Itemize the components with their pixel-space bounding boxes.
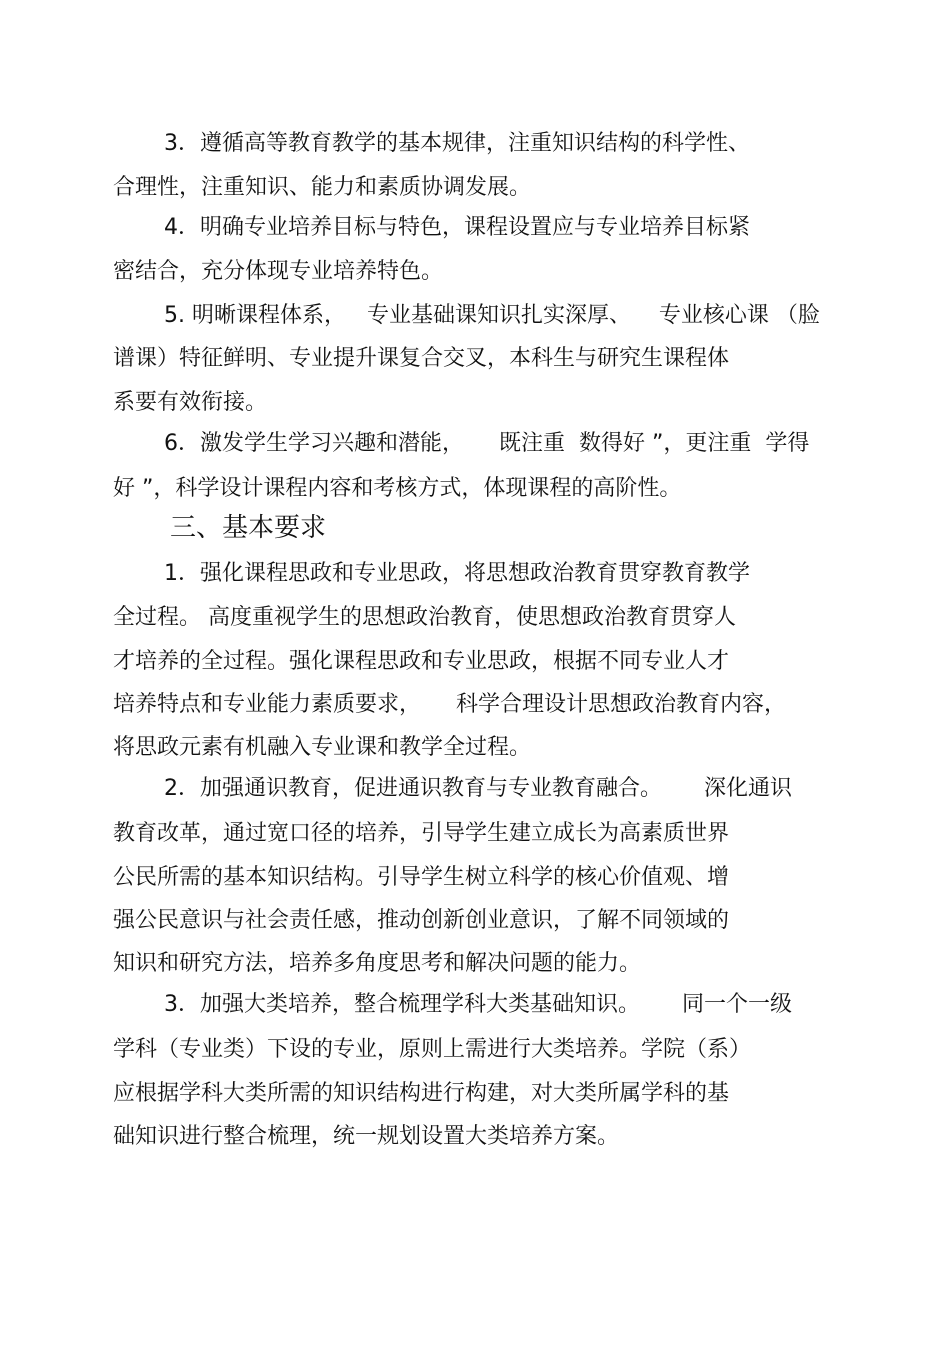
requirement-2-line-4: 强公民意识与社会责任感，推动创新创业意识，了解不同领域的 [113,908,730,933]
paragraph-3-line-1: 3．遵循高等教育教学的基本规律，注重知识结构的科学性、 [164,131,750,156]
requirement-2-line-1: 2．加强通识教育，促进通识教育与专业教育融合。 深化通识 [164,776,792,801]
requirement-3-line-2: 学科（专业类）下设的专业，原则上需进行大类培养。学院（系） [113,1037,752,1062]
requirement-3-line-3: 应根据学科大类所需的知识结构进行构建，对大类所属学科的基 [113,1081,730,1106]
requirement-2-line-5: 知识和研究方法，培养多角度思考和解决问题的能力。 [113,951,642,976]
paragraph-5-line-1: 5. 明晰课程体系， 专业基础课知识扎实深厚、 专业核心课 （脸 [164,303,820,328]
paragraph-6-line-2: 好 ”，科学设计课程内容和考核方式，体现课程的高阶性。 [113,476,682,501]
requirement-2-line-2: 教育改革，通过宽口径的培养，引导学生建立成长为高素质世界 [113,821,730,846]
requirement-3-line-4: 础知识进行整合梳理，统一规划设置大类培养方案。 [113,1124,620,1149]
requirement-1-line-5: 将思政元素有机融入专业课和教学全过程。 [113,735,532,760]
paragraph-5-line-2: 谱课）特征鲜明、专业提升课复合交叉，本科生与研究生课程体 [113,346,730,371]
requirement-1-line-2: 全过程。 高度重视学生的思想政治教育，使思想政治教育贯穿人 [113,605,736,630]
paragraph-6-line-1: 6．激发学生学习兴趣和潜能， 既注重 数得好 ”，更注重 学得 [164,431,810,456]
requirement-1-line-4: 培养特点和专业能力素质要求， 科学合理设计思想政治教育内容， [113,692,786,717]
requirement-2-line-3: 公民所需的基本知识结构。引导学生树立科学的核心价值观、增 [113,865,730,890]
paragraph-3-line-2: 合理性，注重知识、能力和素质协调发展。 [113,175,532,200]
requirement-3-line-1: 3．加强大类培养，整合梳理学科大类基础知识。 同一个一级 [164,992,792,1017]
requirement-1-line-3: 才培养的全过程。强化课程思政和专业思政，根据不同专业人才 [113,649,730,674]
requirement-1-line-1: 1．强化课程思政和专业思政，将思想政治教育贯穿教育教学 [164,561,750,586]
paragraph-4-line-1: 4．明确专业培养目标与特色，课程设置应与专业培养目标紧 [164,215,750,240]
paragraph-4-line-2: 密结合，充分体现专业培养特色。 [113,259,444,284]
paragraph-5-line-3: 系要有效衔接。 [113,390,268,415]
section-heading: 三、基本要求 [170,513,327,543]
